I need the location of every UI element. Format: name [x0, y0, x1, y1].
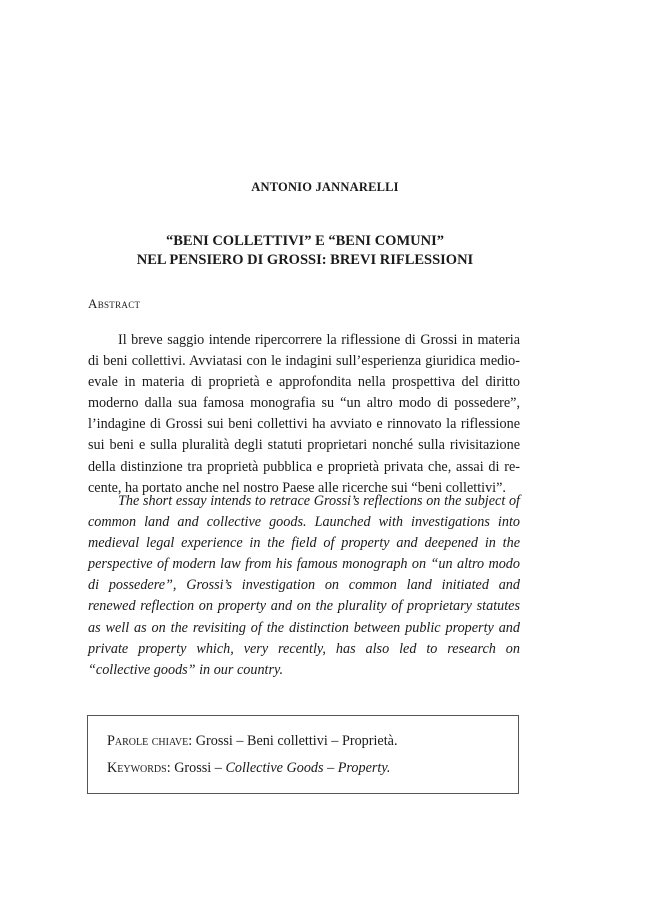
abstract-english: The short essay intends to retrace Grossi’s reflections on the subject of common land and collective goods. Launched with investigations into medieval legal experience in the field of property and deepened in the perspective of modern law from his famous monograph on “un altro modo di possedere”, Grossi’s investigation on common land initiated and renewed reflection on property and on the plurality of proprietary statutes as well as on the revisiting of the distinction between public property and private property which, very recently, has also led to research on “collective goods” in our country.: [88, 493, 520, 678]
keywords-italian-label: Parole chiave:: [107, 733, 193, 749]
keywords-italian-terms: Grossi – Beni collettivi – Proprietà.: [195, 733, 398, 749]
title-line-2: NEL PENSIERO DI GROSSI: BREVI RIFLESSIONI: [136, 252, 474, 268]
author-name: ANTONIO JANNARELLI: [251, 180, 399, 194]
abstract-heading: Abstract: [88, 296, 141, 311]
keywords-box: [87, 715, 519, 794]
keywords-english-label: Keywords:: [107, 760, 171, 776]
keywords-english-first: Grossi –: [174, 760, 222, 776]
keywords-english: [107, 760, 390, 777]
article-title: [0, 232, 610, 270]
keywords-italian: [107, 733, 398, 750]
title-line-1: “BENI COLLETTIVI” E “BENI COMUNI”: [166, 233, 444, 249]
keywords-english-terms: Collective Goods – Property.: [225, 760, 391, 776]
abstract-italian: Il breve saggio intende ripercorrere la riflessione di Grossi in materia di beni collettivi. Avviatasi con le indagini sull’esperienza giuridica medioevale in materia di proprietà e approfondita nella prospettiva del diritto moderno dalla sua famosa monografia su “un altro modo di possedere”, l’indagine di Grossi sui beni collettivi ha avviato e rinnovato la riflessione sui beni e sulla pluralità degli statuti proprietari nonché sulla rivisitazione della distinzione tra proprietà pubblica e proprietà privata che, assai di recente, ha portato anche nel nostro Paese alle ricerche sui “beni collettivi”.: [88, 332, 520, 496]
